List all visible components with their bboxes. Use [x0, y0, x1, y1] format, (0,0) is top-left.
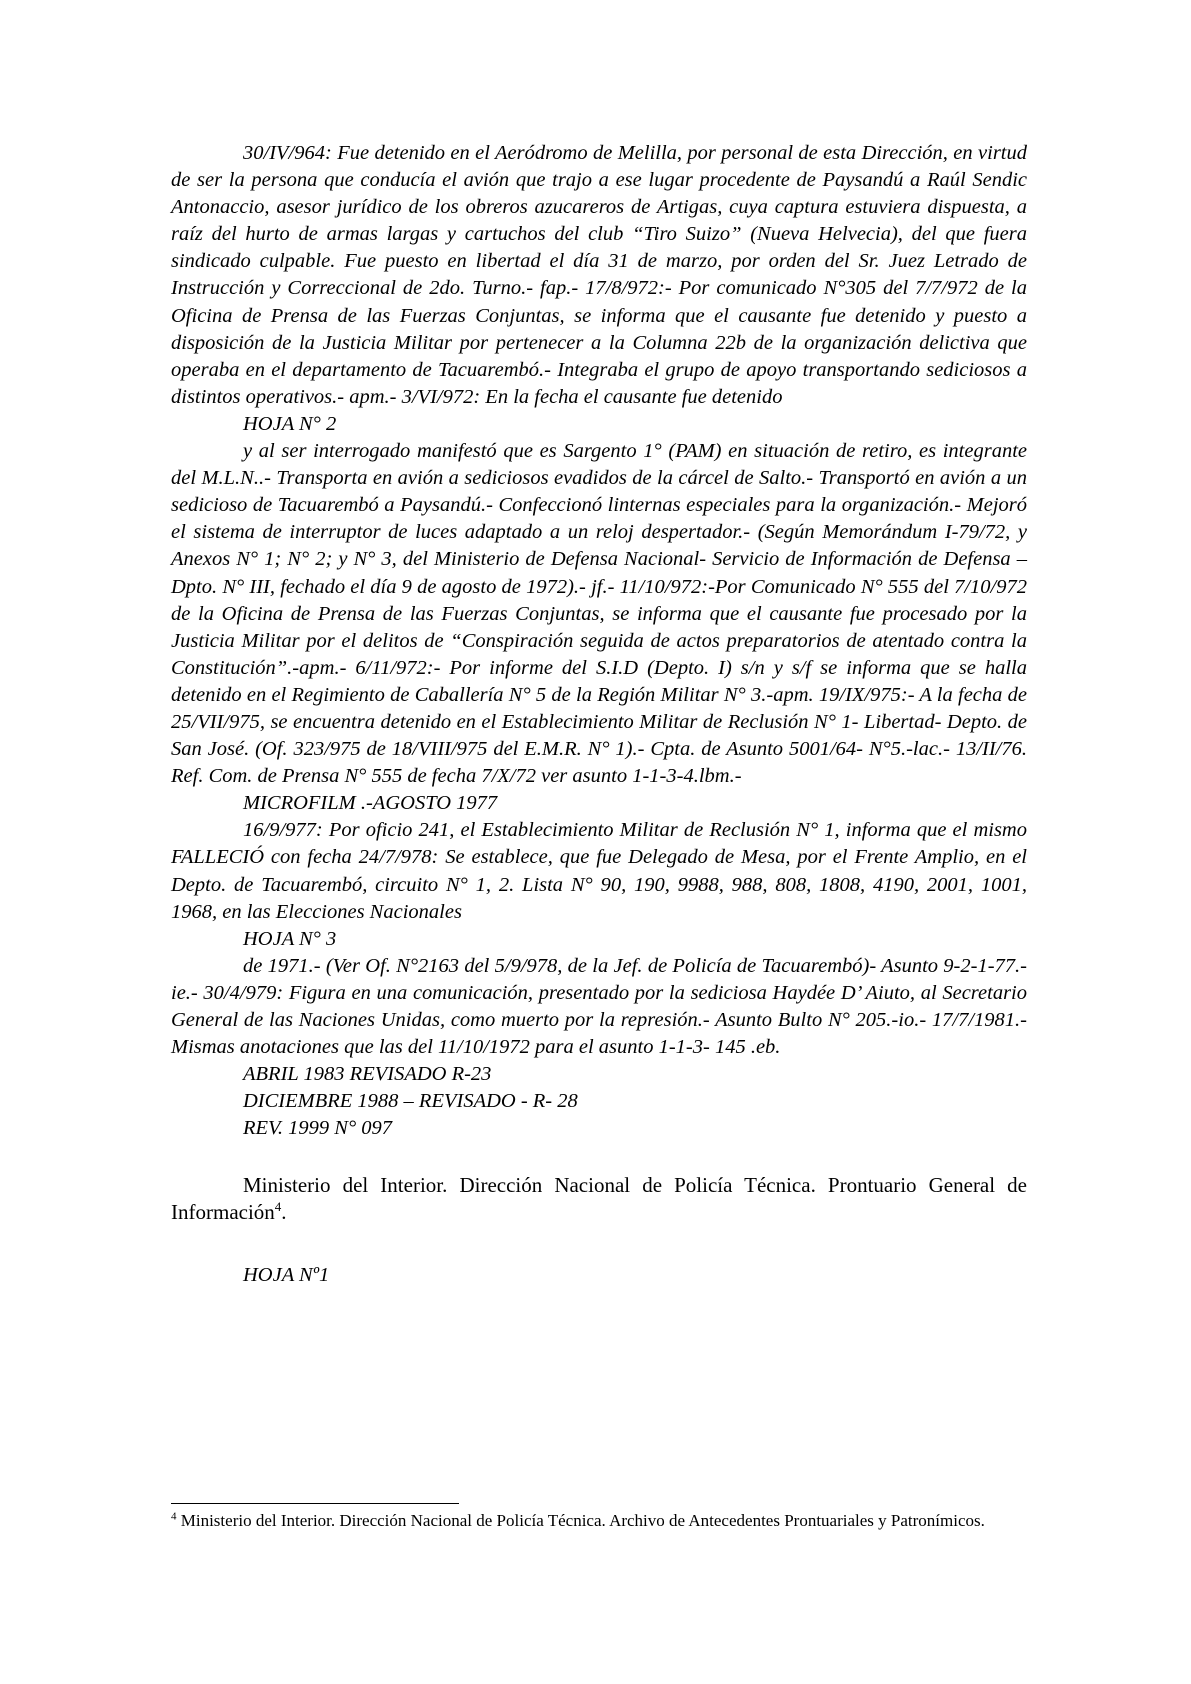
sheet-label-1: HOJA Nº1	[243, 1264, 330, 1287]
footnote	[171, 1510, 1027, 1532]
sheet-label-2: HOJA N° 2	[243, 412, 337, 435]
footnote-reference[interactable]: 4	[274, 1199, 282, 1215]
paragraph-death-report: 16/9/977: Por oficio 241, el Establecimiento Militar de Reclusión N° 1, informa que el mismo FALLECIÓ con fecha 24/7/978: Se establece, que fue Delegado de Mesa, por el Frente Amplio, en el Depto. de Tacuarembó, circuito N° 1, 2. Lista N° 90, 190, 9988, 988, 808, 1808, 4190, 2001, 1001, 1968, en las Elecciones Nacionales	[171, 819, 1027, 923]
ministry-heading	[171, 1172, 1027, 1226]
ministry-heading-text: Ministerio del Interior. Dirección Nacional de Policía Técnica. Prontuario General de Información	[171, 1173, 1027, 1225]
revision-1999: REV. 1999 N° 097	[243, 1117, 393, 1140]
footnote-divider	[171, 1503, 459, 1504]
sheet-label-3: HOJA N° 3	[243, 927, 337, 950]
document-body	[171, 140, 1027, 1290]
paragraph-1971: de 1971.- (Ver Of. N°2163 del 5/9/978, de la Jef. de Policía de Tacuarembó)- Asunto 9-2-1-77.-ie.- 30/4/979: Figura en una comunicación, presentado por la sediciosa Haydée D’ Aiuto, al Secretario General de las Naciones Unidas, como muerto por la represión.- Asunto Bulto N° 205.-io.- 17/7/1981.- Mismas anotaciones que las del 11/10/1972 para el asunto 1-1-3- 145 .eb.	[171, 954, 1027, 1059]
ministry-heading-end: .	[281, 1200, 287, 1225]
footnote-text: Ministerio del Interior. Dirección Nacional de Policía Técnica. Archivo de Antecedentes Prontuariales y Patronímicos.	[176, 1511, 985, 1530]
footnote-number: 4	[171, 1510, 177, 1523]
paragraph-detention-1964: 30/IV/964: Fue detenido en el Aeródromo de Melilla, por personal de esta Dirección, en virtud de ser la persona que conducía el avión que trajo a ese lugar procedente de Paysandú a Raúl Sendic Antonaccio, asesor jurídico de los obreros azucareros de Artigas, cuya captura estuviera dispuesta, a raíz del hurto de armas largas y cartuchos del club “Tiro Suizo” (Nueva Helvecia), del que fuera sindicado culpable. Fue puesto en libertad el día 31 de marzo, por orden del Sr. Juez Letrado de Instrucción y Correccional de 2do. Turno.- fap.- 17/8/972:- Por comunicado N°305 del 7/7/972 de la Oficina de Prensa de las Fuerzas Conjuntas, se informa que el causante fue detenido y puesto a disposición de la Justicia Militar por pertenecer a la Columna 22b de la organización delictiva que operaba en el departamento de Tacuarembó.- Integraba el grupo de apoyo transportando sediciosos a distintos operativos.- apm.- 3/VI/972: En la fecha el causante fue detenido	[171, 142, 1027, 408]
microfilm-label: MICROFILM .-AGOSTO 1977	[243, 792, 498, 815]
revision-december-1988: DICIEMBRE 1988 – REVISADO - R- 28	[243, 1090, 578, 1113]
revision-april-1983: ABRIL 1983 REVISADO R-23	[243, 1063, 492, 1086]
paragraph-interrogation: y al ser interrogado manifestó que es Sargento 1° (PAM) en situación de retiro, es integrante del M.L.N..- Transporta en avión a sediciosos evadidos de la cárcel de Salto.- Transportó en avión a un sedicioso de Tacuarembó a Paysandú.- Confeccionó linternas especiales para la organización.- Mejoró el sistema de interruptor de luces adaptado a un reloj despertador.- (Según Memorándum I-79/72, y Anexos N° 1; N° 2; y N° 3, del Ministerio de Defensa Nacional- Servicio de Información de Defensa –Dpto. N° III, fechado el día 9 de agosto de 1972).- jf.- 11/10/972:-Por Comunicado N° 555 del 7/10/972 de la Oficina de Prensa de las Fuerzas Conjuntas, se informa que el causante fue procesado por la Justicia Militar por el delitos de “Conspiración seguida de actos preparatorios de atentado contra la Constitución”.-apm.- 6/11/972:- Por informe del S.I.D (Depto. I) s/n y s/f se informa que se halla detenido en el Regimiento de Caballería N° 5 de la Región Militar N° 3.-apm. 19/IX/975:- A la fecha de 25/VII/975, se encuentra detenido en el Establecimiento Militar de Reclusión N° 1- Libertad- Depto. de San José. (Of. 323/975 de 18/VIII/975 del E.M.R. N° 1).- Cpta. de Asunto 5001/64- N°5.-lac.- 13/II/76. Ref. Com. de Prensa N° 555 de fecha 7/X/72 ver asunto 1-1-3-4.lbm.-	[171, 440, 1027, 788]
